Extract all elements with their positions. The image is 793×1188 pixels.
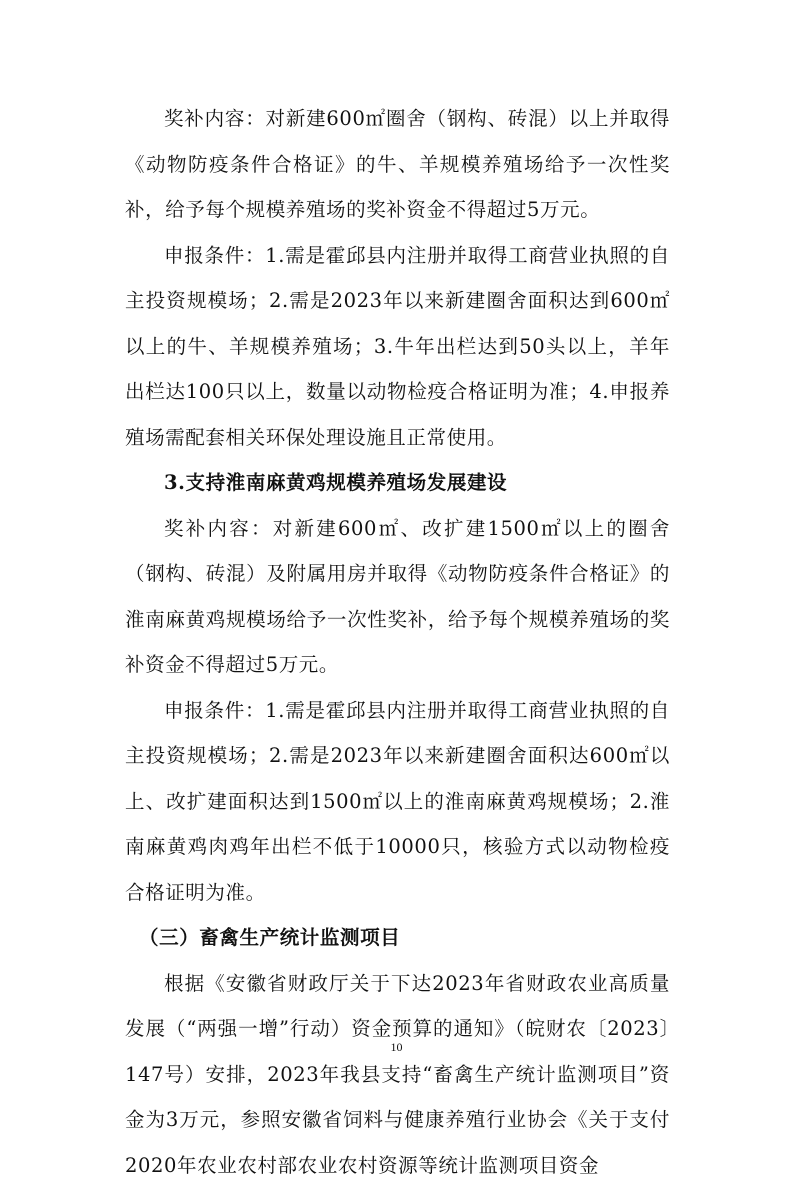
paragraph-chicken-subsidy: 奖补内容：对新建600㎡、改扩建1500㎡以上的圈舍（钢构、砖混）及附属用房并取得《动物防疫条件合格证》的淮南麻黄鸡规模场给予一次性奖补，给予每个规模养殖场的奖补资金不得超过5万元。 xyxy=(125,506,670,688)
page-number: 10 xyxy=(0,1040,793,1055)
paragraph-cattle-sheep-conditions: 申报条件：1.需是霍邱县内注册并取得工商营业执照的自主投资规模场；2.需是2023年以来新建圈舍面积达到600㎡以上的牛、羊规模养殖场；3.牛年出栏达到50头以上，羊年出栏达100只以上，数量以动物检疫合格证明为准；4.申报养殖场需配套相关环保处理设施且正常使用。 xyxy=(125,233,670,461)
paragraph-chicken-conditions: 申报条件：1.需是霍邱县内注册并取得工商营业执照的自主投资规模场；2.需是2023年以来新建圈舍面积达600㎡以上、改扩建面积达到1500㎡以上的淮南麻黄鸡规模场；2.淮南麻黄鸡肉鸡年出栏不低于10000只，核验方式以动物检疫合格证明为准。 xyxy=(125,688,670,916)
heading-chicken-farm-support: 3.支持淮南麻黄鸡规模养殖场发展建设 xyxy=(125,460,670,506)
paragraph-statistics-funding: 根据《安徽省财政厅关于下达2023年省财政农业高质量发展（“两强一增”行动）资金预算的通知》（皖财农〔2023〕147号）安排，2023年我县支持“畜禽生产统计监测项目”资金为3万元，参照安徽省饲料与健康养殖行业协会《关于支付2020年农业农村部农业农村资源等统计监测项目资金 xyxy=(125,961,670,1188)
heading-livestock-statistics-project: （三）畜禽生产统计监测项目 xyxy=(125,915,670,961)
paragraph-cattle-sheep-subsidy: 奖补内容：对新建600㎡圈舍（钢构、砖混）以上并取得《动物防疫条件合格证》的牛、羊规模养殖场给予一次性奖补，给予每个规模养殖场的奖补资金不得超过5万元。 xyxy=(125,96,670,233)
document-body xyxy=(125,96,670,1188)
